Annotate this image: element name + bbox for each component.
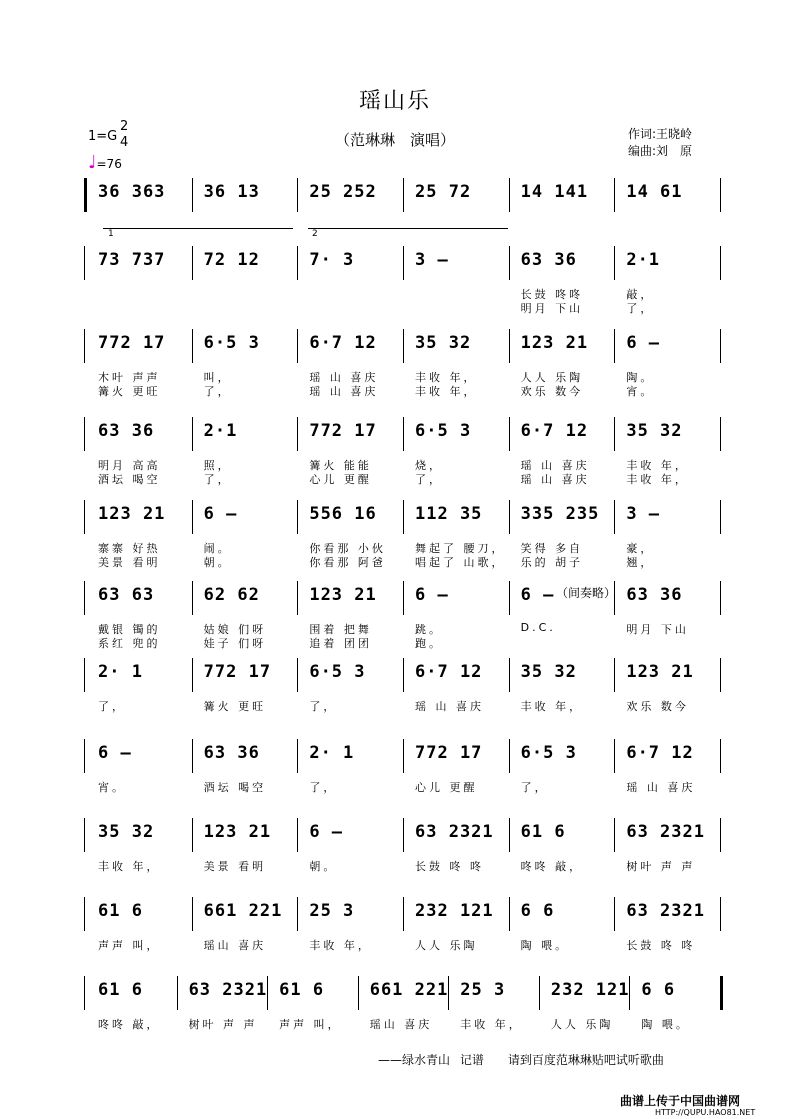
lyric-verse1: 朝。 — [309, 860, 338, 873]
barline — [84, 500, 85, 534]
measure-notes: 61 6 — [98, 901, 143, 921]
barline — [629, 976, 630, 1010]
measure-notes: 661 221 — [369, 980, 449, 1000]
barline — [84, 818, 85, 852]
lyric-verse1: 戴银 镯的 — [98, 623, 161, 636]
barline — [192, 178, 193, 212]
measure-notes: 73 737 — [98, 250, 166, 270]
measure-notes: 6 6 — [641, 980, 676, 1000]
barline — [177, 976, 178, 1010]
measure-notes: 72 12 — [203, 250, 260, 270]
measure-notes: 63 2321 — [188, 980, 268, 1000]
barline — [614, 329, 615, 363]
barline — [720, 897, 721, 931]
lyric-verse1: 了， — [309, 700, 338, 713]
barline — [614, 658, 615, 692]
lyric-verse1: 人人 乐陶 — [415, 939, 478, 952]
lyric-verse1: 你看那 小伙 — [309, 542, 386, 555]
barline — [448, 976, 449, 1010]
lyric-verse1: 了， — [520, 781, 549, 794]
lyric-verse2: 了， — [626, 302, 655, 315]
measure-notes: 63 36 — [98, 421, 155, 441]
measure-notes: 6·5 3 — [520, 743, 577, 763]
barline — [720, 581, 721, 615]
barline — [84, 329, 85, 363]
barline — [84, 417, 85, 451]
lyric-verse1: 丰收 年， — [520, 700, 584, 713]
barline — [403, 246, 404, 280]
measure-notes: 7· 3 — [309, 250, 355, 270]
credits — [628, 126, 692, 160]
lyric-verse1: 声声 叫， — [279, 1018, 342, 1031]
barline — [403, 739, 404, 773]
measure-notes: 6·7 12 — [415, 662, 483, 682]
measure-notes: 661 221 — [203, 901, 283, 921]
measure-notes: 6·7 12 — [626, 743, 694, 763]
lyric-verse2: 美景 看明 — [98, 556, 161, 569]
barline — [509, 897, 510, 931]
lyric-verse1: 闹。 — [203, 542, 232, 555]
lyric-verse1: 烧， — [415, 459, 443, 472]
measure-notes: 232 121 — [550, 980, 630, 1000]
measure-notes: 63 36 — [626, 585, 683, 605]
watermark: 曲谱上传于中国曲谱网 — [620, 1094, 741, 1108]
lyricist: 作词:王晓岭 — [628, 127, 693, 141]
lyric-verse1: 长鼓 咚 咚 — [415, 860, 484, 873]
barline — [84, 739, 85, 773]
measure-notes: 556 16 — [309, 504, 377, 524]
volta-second: 2 — [312, 229, 318, 239]
lyric-verse1: 了， — [309, 781, 338, 794]
barline — [720, 739, 721, 773]
lyric-verse1: 豪， — [626, 542, 655, 555]
measure-notes: 62 62 — [203, 585, 260, 605]
measure-notes: 6·5 3 — [415, 421, 472, 441]
barline — [192, 897, 193, 931]
barline — [297, 178, 298, 212]
lyric-verse2: 宵。 — [626, 385, 655, 398]
lyric-verse1: 陶 喂。 — [520, 939, 570, 952]
barline — [84, 976, 85, 1010]
lyric-verse1: 丰收 年， — [309, 939, 372, 952]
lyric-verse2: 翘， — [626, 556, 655, 569]
lyric-verse2: 你看那 阿爸 — [309, 556, 386, 569]
lyric-verse2: 乐的 胡子 — [520, 556, 584, 569]
measure-notes: 6·5 3 — [203, 333, 260, 353]
lyric-verse1: D.C. — [520, 621, 556, 634]
measure-notes: 123 21 — [203, 822, 272, 842]
lyric-verse1: 明月 高高 — [98, 459, 161, 472]
lyric-verse1: 丰收 年， — [98, 860, 161, 873]
lyric-verse2: 酒坛 喝空 — [98, 473, 161, 486]
measure-notes: 2·1 — [203, 421, 238, 441]
performer-subtitle: （范琳琳 演唱） — [334, 131, 455, 149]
measure-notes: 772 17 — [415, 743, 483, 763]
barline — [614, 897, 615, 931]
barline — [192, 329, 193, 363]
measure-notes: 6 — — [626, 333, 661, 353]
lyric-verse1: 长鼓 咚 咚 — [626, 939, 696, 952]
lyric-verse1: 陶。 — [626, 371, 655, 384]
composer: 编曲:刘 原 — [628, 144, 693, 158]
lyric-verse1: 照， — [203, 459, 232, 472]
barline — [509, 581, 510, 615]
lyric-verse1: 瑶 山 喜庆 — [626, 781, 696, 794]
lyric-verse1: 明月 下山 — [626, 623, 689, 636]
barline — [539, 976, 540, 1010]
lyric-verse2: 唱起了 山歌， — [415, 556, 506, 569]
lyric-verse1: 姑娘 们呀 — [203, 623, 267, 636]
measure-notes: 14 61 — [626, 182, 683, 202]
barline — [192, 739, 193, 773]
barline — [403, 178, 404, 212]
measure-notes: 772 17 — [98, 333, 166, 353]
lyric-verse1: 木叶 声声 — [98, 371, 161, 384]
measure-notes: 335 235 — [520, 504, 600, 524]
measure-notes: 2· 1 — [98, 662, 143, 682]
lyric-verse2: 丰收 年， — [415, 385, 478, 398]
watermark-url: HTTP://QUPU.HAO81.NET — [655, 1108, 756, 1117]
barline — [297, 739, 298, 773]
lyric-verse1: 酒坛 喝空 — [203, 781, 267, 794]
barline — [720, 417, 721, 451]
lyric-verse1: 敲， — [626, 288, 655, 301]
lyric-verse2: 篝火 更旺 — [98, 385, 161, 398]
measure-notes: 3 — — [415, 250, 449, 270]
measure-notes: 6·5 3 — [309, 662, 366, 682]
measure-notes: 123 21 — [309, 585, 377, 605]
measure-notes: 112 35 — [415, 504, 483, 524]
measure-notes: 25 72 — [415, 182, 472, 202]
barline — [509, 329, 510, 363]
lyric-verse1: 篝火 更旺 — [203, 700, 267, 713]
barline — [509, 246, 510, 280]
measure-notes: 123 21 — [98, 504, 166, 524]
lyric-verse1: 美景 看明 — [203, 860, 267, 873]
measure-notes: 63 2321 — [626, 901, 705, 921]
barline — [192, 246, 193, 280]
lyric-verse1: 瑶山 喜庆 — [203, 939, 267, 952]
measure-notes: 6 — — [520, 585, 555, 605]
measure-notes: 6 6 — [520, 901, 555, 921]
barline — [614, 739, 615, 773]
measure-notes: 35 32 — [415, 333, 472, 353]
barline — [509, 178, 510, 212]
lyric-verse1: 跳。 — [415, 623, 443, 636]
measure-notes: 61 6 — [98, 980, 143, 1000]
barline — [297, 658, 298, 692]
measure-notes: 3 — — [626, 504, 661, 524]
lyric-verse2: 心儿 更醒 — [309, 473, 372, 486]
barline — [614, 246, 615, 280]
barline — [297, 897, 298, 931]
barline — [614, 818, 615, 852]
lyric-verse1: 人人 乐陶 — [550, 1018, 614, 1031]
barline — [297, 581, 298, 615]
measure-notes: 63 36 — [203, 743, 260, 763]
barline — [192, 818, 193, 852]
lyric-verse2: 了， — [203, 385, 232, 398]
measure-notes: 61 6 — [279, 980, 325, 1000]
barline — [403, 500, 404, 534]
measure-notes: 36 363 — [98, 182, 166, 202]
lyric-verse1: 了， — [98, 700, 126, 713]
lyric-verse2: 瑶 山 喜庆 — [309, 385, 379, 398]
barline — [614, 417, 615, 451]
volta-line — [103, 228, 293, 229]
measure-notes: 232 121 — [415, 901, 494, 921]
lyric-verse1: 树叶 声 声 — [626, 860, 696, 873]
measure-notes: 36 13 — [203, 182, 260, 202]
barline — [720, 976, 723, 1010]
lyric-verse1: 咚咚 敲， — [520, 860, 584, 873]
lyric-verse2: 明月 下山 — [520, 302, 584, 315]
measure-notes: 25 3 — [460, 980, 506, 1000]
lyric-verse1: 人人 乐陶 — [520, 371, 584, 384]
footer-note: ——绿水青山 记谱 请到百度范琳琳贴吧试听歌曲 — [378, 1053, 664, 1067]
lyric-verse2: 朝。 — [203, 556, 232, 569]
barline — [720, 818, 721, 852]
barline — [84, 246, 85, 280]
measure-notes: 35 32 — [98, 822, 155, 842]
measure-notes: 35 32 — [626, 421, 683, 441]
measure-notes: 2· 1 — [309, 743, 355, 763]
song-title: 瑶山乐 — [358, 89, 431, 114]
volta-first: 1 — [108, 229, 114, 239]
quarter-note-icon: ♩ — [88, 152, 97, 173]
lyric-verse1: 瑶 山 喜庆 — [520, 459, 590, 472]
barline — [720, 500, 721, 534]
lyric-verse1: 篝火 能能 — [309, 459, 372, 472]
lyric-verse1: 瑶 山 喜庆 — [309, 371, 379, 384]
measure-notes: 6 — — [415, 585, 449, 605]
barline — [297, 417, 298, 451]
barline — [509, 417, 510, 451]
measure-notes: 25 252 — [309, 182, 377, 202]
barline — [267, 976, 268, 1010]
tempo-marking: ♩=76 — [88, 152, 122, 173]
barline — [192, 658, 193, 692]
lyric-verse1: 叫， — [203, 371, 232, 384]
measure-notes: 123 21 — [520, 333, 589, 353]
lyric-verse1: 寨寨 好热 — [98, 542, 161, 555]
key-signature: 1=G — [88, 129, 118, 144]
lyric-verse2: 瑶 山 喜庆 — [520, 473, 590, 486]
barline — [403, 658, 404, 692]
measure-notes: 63 2321 — [626, 822, 705, 842]
lyric-verse1: 树叶 声 声 — [188, 1018, 258, 1031]
lyric-verse1: 围着 把舞 — [309, 623, 372, 636]
barline — [84, 658, 85, 692]
lyric-verse2: 欢乐 数今 — [520, 385, 584, 398]
measure-notes: 35 32 — [520, 662, 577, 682]
barline — [84, 581, 85, 615]
lyric-verse1: 宵。 — [98, 781, 126, 794]
barline — [403, 818, 404, 852]
measure-notes: 772 17 — [203, 662, 272, 682]
barline — [403, 417, 404, 451]
lyric-verse1: 瑶 山 喜庆 — [415, 700, 484, 713]
measure-notes: 6 — — [98, 743, 132, 763]
lyric-verse1: 欢乐 数今 — [626, 700, 689, 713]
measure-notes: 63 2321 — [415, 822, 494, 842]
barline — [720, 246, 721, 280]
barline — [192, 500, 193, 534]
lyric-verse1: 心儿 更醒 — [415, 781, 478, 794]
lyric-verse2: 娃子 们呀 — [203, 637, 267, 650]
lyric-verse2: 了， — [415, 473, 443, 486]
barline — [509, 739, 510, 773]
barline — [720, 178, 721, 212]
lyric-verse1: 长鼓 咚咚 — [520, 288, 584, 301]
barline — [509, 658, 510, 692]
measure-notes: 6·7 12 — [309, 333, 377, 353]
barline — [192, 417, 193, 451]
lyric-verse1: 咚咚 敲， — [98, 1018, 161, 1031]
measure-notes: 14 141 — [520, 182, 589, 202]
lyric-verse1: 陶 喂。 — [641, 1018, 690, 1031]
barline — [297, 500, 298, 534]
barline — [509, 818, 510, 852]
measure-notes: 6 — — [203, 504, 238, 524]
barline — [614, 178, 615, 212]
lyric-verse1: 丰收 年， — [460, 1018, 523, 1031]
barline — [720, 658, 721, 692]
barline — [720, 329, 721, 363]
time-signature: 2 4 — [120, 119, 129, 150]
measure-notes: 61 6 — [520, 822, 566, 842]
measure-notes: 772 17 — [309, 421, 377, 441]
barline — [297, 329, 298, 363]
barline — [403, 897, 404, 931]
lyric-verse1: 丰收 年， — [626, 459, 689, 472]
lyric-verse2: 了， — [203, 473, 232, 486]
barline — [403, 329, 404, 363]
barline — [84, 897, 85, 931]
barline — [297, 818, 298, 852]
lyric-verse1: 丰收 年， — [415, 371, 478, 384]
measure-notes: 123 21 — [626, 662, 694, 682]
measure-notes: 2·1 — [626, 250, 661, 270]
measure-notes: 63 63 — [98, 585, 155, 605]
lyric-verse2: 追着 团团 — [309, 637, 372, 650]
lyric-verse1: 瑶山 喜庆 — [369, 1018, 433, 1031]
barline — [84, 178, 87, 212]
measure-notes: 63 36 — [520, 250, 577, 270]
barline — [192, 581, 193, 615]
lyric-verse2: 丰收 年， — [626, 473, 689, 486]
lyric-verse1: 舞起了 腰刀， — [415, 542, 506, 555]
lyric-verse2: 系红 兜的 — [98, 637, 161, 650]
lyric-verse1: 笑得 多自 — [520, 542, 584, 555]
barline — [358, 976, 359, 1010]
measure-notes: 6·7 12 — [520, 421, 589, 441]
interlude-note: （间奏略） — [556, 586, 617, 600]
measure-notes: 6 — — [309, 822, 344, 842]
volta-line — [308, 228, 508, 229]
measure-notes: 25 3 — [309, 901, 355, 921]
lyric-verse1: 声声 叫， — [98, 939, 161, 952]
barline — [403, 581, 404, 615]
barline — [614, 500, 615, 534]
lyric-verse2: 跑。 — [415, 637, 443, 650]
barline — [297, 246, 298, 280]
barline — [509, 500, 510, 534]
